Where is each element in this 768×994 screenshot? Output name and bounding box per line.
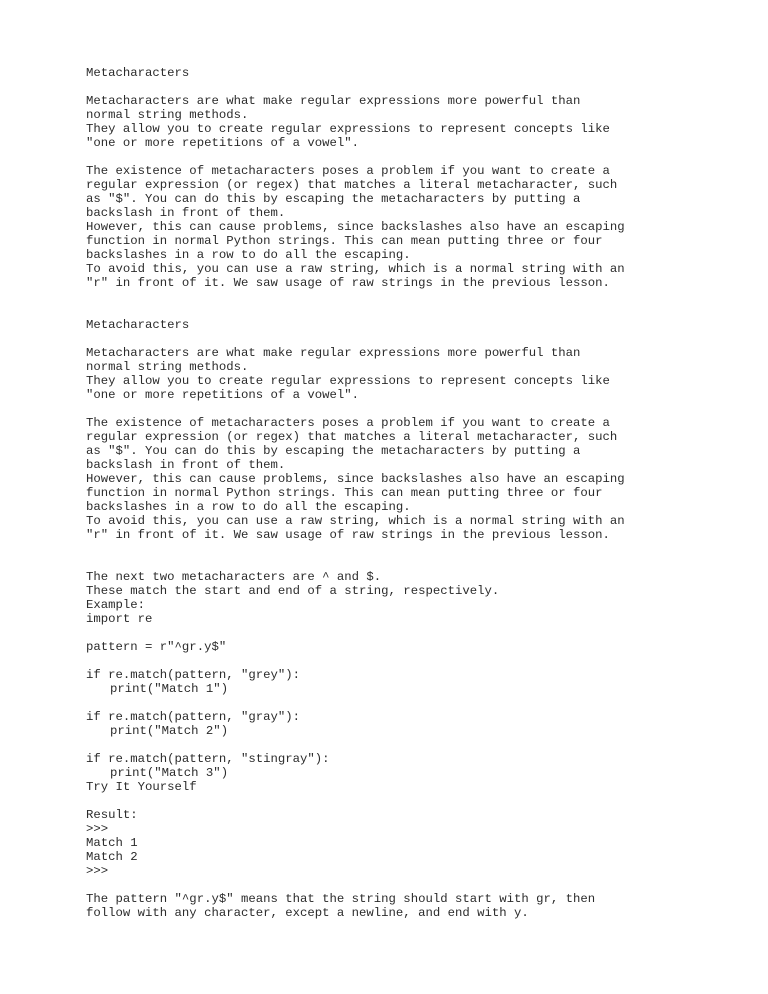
paragraph bbox=[86, 346, 726, 402]
text-line: "one or more repetitions of a vowel". bbox=[86, 136, 360, 150]
result-label: Result: bbox=[86, 808, 138, 822]
paragraph bbox=[86, 164, 726, 290]
paragraph bbox=[86, 892, 726, 920]
text-line: These match the start and end of a string, respectively. bbox=[86, 584, 500, 598]
text-line: function in normal Python strings. This can mean putting three or four bbox=[86, 486, 603, 500]
text-line: The existence of metacharacters poses a problem if you want to create a bbox=[86, 164, 610, 178]
text-line: To avoid this, you can use a raw string, which is a normal string with an bbox=[86, 262, 625, 276]
text-line: normal string methods. bbox=[86, 360, 249, 374]
text-line: backslash in front of them. bbox=[86, 458, 286, 472]
text-line: backslashes in a row to do all the escaping. bbox=[86, 248, 411, 262]
code-line: pattern = r"^gr.y$" bbox=[86, 640, 227, 654]
text-line: Example: bbox=[86, 598, 146, 612]
code-line: print("Match 3") bbox=[110, 766, 229, 780]
text-line: "r" in front of it. We saw usage of raw strings in the previous lesson. bbox=[86, 276, 610, 290]
output-line: >>> bbox=[86, 822, 109, 836]
text-line: They allow you to create regular expressions to represent concepts like bbox=[86, 374, 610, 388]
result-output bbox=[86, 822, 726, 878]
text-line: as "$". You can do this by escaping the metacharacters by putting a bbox=[86, 444, 581, 458]
code-line: print("Match 2") bbox=[110, 724, 229, 738]
text-line: backslashes in a row to do all the escaping. bbox=[86, 500, 411, 514]
text-line: function in normal Python strings. This can mean putting three or four bbox=[86, 234, 603, 248]
text-line: regular expression (or regex) that matches a literal metacharacter, such bbox=[86, 178, 618, 192]
try-it-yourself-link[interactable]: Try It Yourself bbox=[86, 780, 197, 794]
paragraph bbox=[86, 94, 726, 150]
code-line: if re.match(pattern, "stingray"): bbox=[86, 752, 330, 766]
text-line: "r" in front of it. We saw usage of raw strings in the previous lesson. bbox=[86, 528, 610, 542]
section-heading: Metacharacters bbox=[86, 318, 190, 332]
text-line: The pattern "^gr.y$" means that the string should start with gr, then bbox=[86, 892, 596, 906]
text-line: Metacharacters are what make regular expressions more powerful than bbox=[86, 346, 581, 360]
text-line: The next two metacharacters are ^ and $. bbox=[86, 570, 382, 584]
text-line: follow with any character, except a newline, and end with y. bbox=[86, 906, 529, 920]
text-line: Metacharacters are what make regular expressions more powerful than bbox=[86, 94, 581, 108]
text-line: backslash in front of them. bbox=[86, 206, 286, 220]
intro-block bbox=[86, 570, 726, 626]
output-line: >>> bbox=[86, 864, 109, 878]
paragraph bbox=[86, 416, 726, 542]
output-line: Match 1 bbox=[86, 836, 138, 850]
text-line: regular expression (or regex) that matches a literal metacharacter, such bbox=[86, 430, 618, 444]
output-line: Match 2 bbox=[86, 850, 138, 864]
document-body bbox=[86, 66, 726, 920]
text-line: To avoid this, you can use a raw string, which is a normal string with an bbox=[86, 514, 625, 528]
section-heading: Metacharacters bbox=[86, 66, 190, 80]
code-line: if re.match(pattern, "grey"): bbox=[86, 668, 301, 682]
text-line: normal string methods. bbox=[86, 108, 249, 122]
code-line: if re.match(pattern, "gray"): bbox=[86, 710, 301, 724]
text-line: The existence of metacharacters poses a problem if you want to create a bbox=[86, 416, 610, 430]
text-line: "one or more repetitions of a vowel". bbox=[86, 388, 360, 402]
text-line: as "$". You can do this by escaping the metacharacters by putting a bbox=[86, 192, 581, 206]
code-line: import re bbox=[86, 612, 153, 626]
text-line: However, this can cause problems, since backslashes also have an escaping bbox=[86, 472, 625, 486]
text-line: However, this can cause problems, since backslashes also have an escaping bbox=[86, 220, 625, 234]
text-line: They allow you to create regular expressions to represent concepts like bbox=[86, 122, 610, 136]
code-line: print("Match 1") bbox=[110, 682, 229, 696]
